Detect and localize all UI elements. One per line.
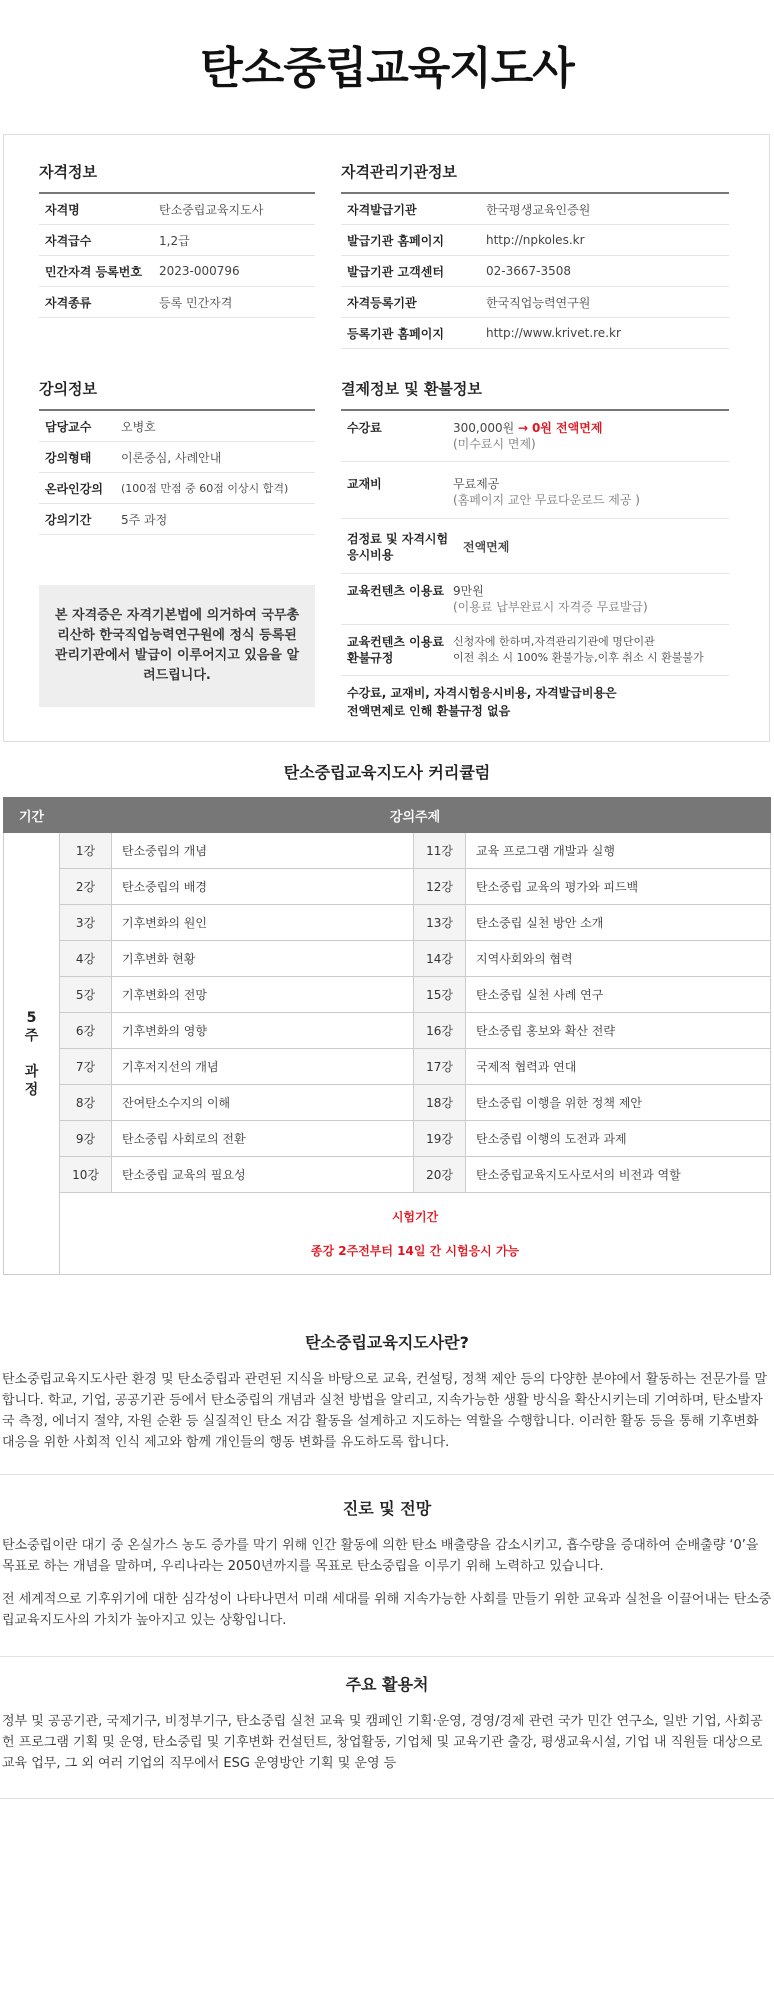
refund-note-line-1: 수강료, 교재비, 자격시험응시비용, 자격발급비용은: [347, 686, 617, 700]
lecture-number: 18강: [414, 1085, 466, 1121]
exam-period-cell: [60, 1193, 771, 1275]
lecture-number: 11강: [414, 833, 466, 869]
table-header-row: [4, 798, 771, 833]
content-fee-sub: (이용료 납부완료시 자격증 무료발급): [453, 600, 648, 614]
lecture-topic: 기후변화의 영향: [112, 1013, 414, 1049]
fields-section: [0, 1672, 774, 1774]
exam-fee-key-2: 응시비용: [347, 548, 394, 562]
exam-period-text: 종강 2주전부터 14일 간 시험응시 가능: [310, 1243, 520, 1258]
org-info-key: 자격등록기관: [347, 295, 417, 310]
lecture-topic: 탄소중립 교육의 필요성: [112, 1157, 414, 1193]
lecture-topic: 지역사회와의 협력: [466, 941, 771, 977]
lecture-number: 6강: [60, 1013, 112, 1049]
org-info-value: 한국직업능력연구원: [486, 295, 591, 310]
certification-notice: 본 자격증은 자격기본법에 의거하여 국무총리산하 한국직업능력연구원에 정식 등록된 관리기관에서 발급이 이루어지고 있음을 알려드립니다.: [39, 585, 315, 707]
qual-info-value: 2023-000796: [159, 264, 240, 278]
exam-period-row: [4, 1193, 771, 1275]
qual-info-section: [39, 161, 315, 318]
qual-info-key: 자격명: [45, 202, 80, 217]
exam-fee-value: 전액면제: [463, 540, 510, 554]
lecture-topic: 탄소중립의 개념: [112, 833, 414, 869]
lecture-topic: 기후변화의 원인: [112, 905, 414, 941]
refund-row: [341, 625, 729, 676]
lecture-topic: 탄소중립 사회로의 전환: [112, 1121, 414, 1157]
curriculum-title: 탄소중립교육지도사 커리큘럼: [283, 763, 491, 782]
refund-value-1: 신청자에 한하며,자격관리기관에 명단이관: [453, 635, 655, 648]
period-line: 과: [24, 1063, 39, 1080]
org-info-key: 자격발급기관: [347, 202, 417, 217]
table-row: [4, 1157, 771, 1193]
lecture-topic: 교육 프로그램 개발과 실행: [466, 833, 771, 869]
lecture-info-key: 강의기간: [45, 512, 92, 527]
org-info-key: 발급기관 고객센터: [347, 264, 444, 279]
materials-value: 무료제공: [453, 477, 500, 491]
exam-fee-key: 검정료 및 자격시험: [347, 532, 449, 546]
lecture-topic: 기후변화의 전망: [112, 977, 414, 1013]
table-row: [4, 1049, 771, 1085]
org-info-section: [341, 161, 729, 349]
period-line: 주: [24, 1027, 39, 1044]
tuition-row: [341, 411, 729, 462]
lecture-topic: 탄소중립 실천 방안 소개: [466, 905, 771, 941]
lecture-number: 9강: [60, 1121, 112, 1157]
qual-info-heading: 자격정보: [39, 161, 315, 194]
org-info-value: 한국평생교육인증원: [486, 202, 591, 217]
period-line: 정: [24, 1081, 39, 1098]
lecture-info-row: [39, 411, 315, 442]
about-text: 탄소중립교육지도사란 환경 및 탄소중립과 관련된 지식을 바탕으로 교육, 컨설팅, 정책 제안 등의 다양한 분야에서 활동하는 전문가를 말합니다. 학교, 기업, 공공기관 등에서 탄소중립의 개념과 실천 방법을 알리고, 지속가능한 생활 방식을 확산시키는데 기여하며, 탄소발자국 측정, 에너지 절약, 자원 순환 등 실질적인 탄소 저감 활동을 설계하고 지도하는 역할을 수행합니다. 이러한 활동 등을 통해 기후변화 대응을 위한 사회적 인식 제고와 함께 개인들의 행동 변화를 유도하도록 합니다.: [2, 1372, 768, 1450]
refund-note-line-2: 전액면제로 인해 환불규정 없음: [347, 704, 511, 718]
divider: [0, 1474, 774, 1475]
content-fee-row: [341, 574, 729, 625]
table-row: [4, 905, 771, 941]
page-title: 탄소중립교육지도사: [200, 43, 574, 94]
qual-info-key: 자격급수: [45, 233, 92, 248]
lecture-info-key: 담당교수: [45, 419, 92, 434]
materials-key: 교재비: [347, 477, 382, 491]
qual-info-value: 등록 민간자격: [159, 295, 233, 310]
lecture-number: 20강: [414, 1157, 466, 1193]
curriculum-table: [3, 797, 771, 1275]
lecture-number: 13강: [414, 905, 466, 941]
lecture-topic: 탄소중립 이행의 도전과 과제: [466, 1121, 771, 1157]
qual-info-row: [39, 194, 315, 225]
org-info-heading: 자격관리기관정보: [341, 161, 729, 194]
lecture-number: 2강: [60, 869, 112, 905]
qual-info-key: 자격종류: [45, 295, 92, 310]
table-row: [4, 1013, 771, 1049]
lecture-topic: 기후저지선의 개념: [112, 1049, 414, 1085]
lecture-info-value: (100점 만점 중 60점 이상시 합격): [121, 482, 289, 495]
lecture-info-section: [39, 378, 315, 535]
table-row: [4, 869, 771, 905]
outlook-text-1: 탄소중립이란 대기 중 온실가스 농도 증가를 막기 위해 인간 활동에 의한 탄소 배출량을 감소시키고, 흡수량을 증대하여 순배출량 ‘0’을 목표로 하는 개념을 말하며, 우리나라는 2050년까지를 목표로 탄소중립을 이루기 위해 노력하고 있습니다.: [2, 1538, 759, 1574]
lecture-topic: 탄소중립 실천 사례 연구: [466, 977, 771, 1013]
period-line: 5: [26, 1009, 37, 1026]
lecture-info-row: [39, 473, 315, 504]
org-info-row: [341, 318, 729, 349]
payment-info-heading: 결제정보 및 환불정보: [341, 378, 729, 411]
outlook-section: [0, 1496, 774, 1631]
lecture-info-key: 온라인강의: [45, 481, 103, 496]
lecture-topic: 잔여탄소수지의 이해: [112, 1085, 414, 1121]
qual-info-value: 1,2급: [159, 233, 190, 248]
lecture-number: 14강: [414, 941, 466, 977]
refund-value-2: 이전 취소 시 100% 환불가능,이후 취소 시 환불불가: [453, 651, 704, 664]
lecture-number: 1강: [60, 833, 112, 869]
refund-note: [341, 676, 729, 728]
lecture-info-value: 오병호: [121, 419, 156, 434]
lecture-topic: 탄소중립의 배경: [112, 869, 414, 905]
refund-key: 교육컨텐츠 이용료: [347, 635, 444, 649]
lecture-number: 12강: [414, 869, 466, 905]
qual-info-value: 탄소중립교육지도사: [159, 202, 264, 217]
lecture-topic: 탄소중립 홍보와 확산 전략: [466, 1013, 771, 1049]
materials-row: [341, 462, 729, 519]
org-info-row: [341, 256, 729, 287]
lecture-number: 10강: [60, 1157, 112, 1193]
about-section: [0, 1330, 774, 1453]
lecture-info-value: 5주 과정: [121, 512, 168, 527]
org-info-row: [341, 194, 729, 225]
tuition-free-label: 0원 전액면제: [531, 421, 603, 435]
tuition-key: 수강료: [347, 421, 382, 435]
lecture-topic: 탄소중립 이행을 위한 정책 제안: [466, 1085, 771, 1121]
outlook-title: 진로 및 전망: [342, 1499, 432, 1518]
lecture-number: 19강: [414, 1121, 466, 1157]
period-cell: [4, 833, 60, 1275]
tuition-price: 300,000원: [453, 421, 515, 435]
fields-text: 정부 및 공공기관, 국제기구, 비정부기구, 탄소중립 실천 교육 및 캠페인 기획·운영, 경영/경제 관련 국가 민간 연구소, 일반 기업, 사회공헌 프로그램 기획 및 운영, 탄소중립 및 기후변화 컨설턴트, 창업활동, 기업체 및 교육기관 출강, 평생교육시설, 기업 내 직원들 대상으로 교육 업무, 그 외 여러 기업의 직무에서 ESG 운영방안 기획 및 운영 등: [2, 1714, 763, 1771]
period-header: 기간: [4, 798, 60, 833]
payment-info-section: [341, 378, 729, 728]
refund-key-2: 환불규정: [347, 651, 394, 665]
lecture-number: 7강: [60, 1049, 112, 1085]
lecture-number: 16강: [414, 1013, 466, 1049]
lecture-info-key: 강의형태: [45, 450, 92, 465]
lecture-topic: 국제적 협력과 연대: [466, 1049, 771, 1085]
exam-fee-row: [341, 519, 729, 574]
org-homepage-link[interactable]: http://npkoles.kr: [486, 233, 585, 247]
lecture-info-value: 이론중심, 사례안내: [121, 450, 222, 465]
lecture-number: 4강: [60, 941, 112, 977]
outlook-text-2: 전 세계적으로 기후위기에 대한 심각성이 나타나면서 미래 세대를 위해 지속가능한 사회를 만들기 위한 교육과 실천을 이끌어내는 탄소중립교육지도사의 가치가 높아지고 있는 상황입니다.: [2, 1592, 772, 1628]
lecture-number: 3강: [60, 905, 112, 941]
org-info-row: [341, 225, 729, 256]
divider: [0, 1798, 774, 1799]
topic-header: 강의주제: [60, 798, 771, 833]
qual-info-row: [39, 256, 315, 287]
table-row: [4, 977, 771, 1013]
exam-period-label: 시험기간: [391, 1209, 439, 1224]
lecture-topic: 기후변화 현황: [112, 941, 414, 977]
materials-sub: (홈페이지 교안 무료다운로드 제공 ): [453, 493, 640, 507]
fields-title: 주요 활용처: [345, 1675, 429, 1694]
about-title: 탄소중립교육지도사란?: [305, 1333, 469, 1352]
qual-info-row: [39, 225, 315, 256]
table-row: [4, 833, 771, 869]
qual-info-key: 민간자격 등록번호: [45, 264, 142, 279]
arrow-icon: →: [518, 421, 529, 435]
org-info-row: [341, 287, 729, 318]
table-row: [4, 1121, 771, 1157]
table-row: [4, 1085, 771, 1121]
tuition-sub: (미수료시 면제): [453, 437, 536, 451]
lecture-number: 5강: [60, 977, 112, 1013]
info-panel: [3, 134, 770, 742]
divider: [0, 1656, 774, 1657]
lecture-number: 17강: [414, 1049, 466, 1085]
table-row: [4, 941, 771, 977]
lecture-number: 15강: [414, 977, 466, 1013]
org-info-key: 발급기관 홈페이지: [347, 233, 444, 248]
content-fee-value: 9만원: [453, 584, 484, 598]
registry-homepage-link[interactable]: http://www.krivet.re.kr: [486, 326, 621, 340]
lecture-topic: 탄소중립 교육의 평가와 피드백: [466, 869, 771, 905]
org-info-key: 등록기관 홈페이지: [347, 326, 444, 341]
org-info-value: 02-3667-3508: [486, 264, 572, 278]
qual-info-row: [39, 287, 315, 318]
lecture-topic: 탄소중립교육지도사로서의 비전과 역할: [466, 1157, 771, 1193]
lecture-number: 8강: [60, 1085, 112, 1121]
lecture-info-row: [39, 442, 315, 473]
content-fee-key: 교육컨텐츠 이용료: [347, 584, 444, 598]
lecture-info-row: [39, 504, 315, 535]
lecture-info-heading: 강의정보: [39, 378, 315, 411]
